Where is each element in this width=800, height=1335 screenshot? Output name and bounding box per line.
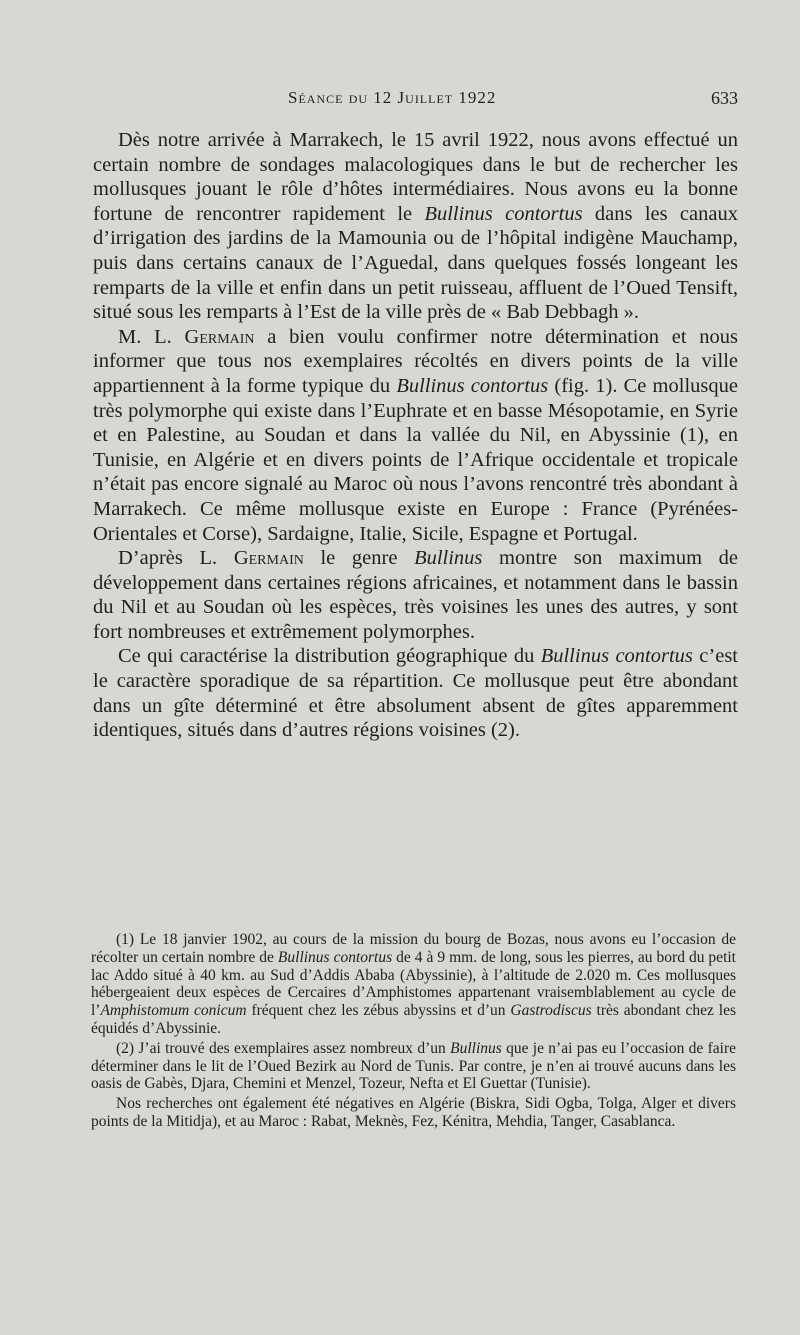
author-name: Germain — [233, 547, 304, 570]
text-run: (1) Le 18 janvier 1902, au cours de la mission du bourg de Bozas, nous avons eu l’occasion de récolter un certain nombre de — [91, 931, 736, 966]
species-name: Bullinus contortus — [540, 645, 693, 668]
text-run: Ce qui caractérise la distribution géographique du — [118, 645, 541, 668]
text-run: que je n’ai pas eu l’occasion de faire déterminer dans le lit de l’Oued Bezirk au Nord de Tunis. Par contre, je n’en ai trouvé aucuns dans les oasis de Gabès, Djara, Chemini et Menzel, Tozeur, Nefta et El Guettar (Tunisie). — [91, 1039, 736, 1093]
text-run: dans les canaux d’irrigation des jardins de la Mamounia ou de l’hôpital indigène Mauchamp, puis dans certains canaux de l’Aguedal, dans quelques fossés longeant les remparts de la ville et enfin dans un petit ruisseau, affluent de l’Oued Tensift, situé sous les remparts à l’Est de la ville près de « Bab Debbagh ». — [93, 202, 738, 324]
paragraph-1 — [93, 128, 738, 325]
genus-name: Gastrodiscus — [510, 1002, 592, 1020]
species-name: Bullinus contortus — [277, 948, 393, 966]
footnote-2-continued: Nos recherches ont également été négatives en Algérie (Biskra, Sidi Ogba, Tolga, Alger et divers points de la Mitidja), et au Maroc : Rabat, Meknès, Fez, Kénitra, Mehdia, Tanger, Casablanca. — [91, 1095, 736, 1130]
text-run: M. L. — [118, 325, 185, 348]
page-number: 633 — [711, 88, 738, 108]
author-name: Germain — [184, 325, 255, 348]
species-name: Bullinus contortus — [424, 202, 583, 225]
text-run: montre son maximum de développement dans certaines régions africaines, et notamment dans le bassin du Nil et au Soudan où les espèces, très voisines les unes des autres, y sont fort nombreuses et extrêmement polymorphes. — [93, 547, 738, 643]
text-run: Dès notre arrivée à Marrakech, le 15 avril 1922, nous avons effectué un certain nombre de sondages malacologiques dans le but de rechercher les mollusques jouant le rôle d’hôtes intermédiaires. Nous avons eu la bonne fortune de rencontrer rapidement le — [93, 129, 738, 225]
text-run: de 4 à 9 mm. de long, sous les pierres, au bord du petit lac Addo situé à 40 km. au Sud d’Addis Ababa (Abyssinie), à l’altitude de 2.020 m. Ces mollusques hébergeaient deux espèces de Cercaires d’Amphistomes appartenant vraisemblablement au cycle de l’ — [91, 948, 736, 1020]
text-run: le genre — [303, 547, 415, 570]
paragraph-4 — [93, 644, 738, 742]
text-run: (2) J’ai trouvé des exemplaires assez nombreux d’un — [116, 1039, 451, 1057]
species-name: Bullinus contortus — [396, 374, 549, 397]
paragraph-2 — [93, 325, 738, 546]
footnotes — [91, 931, 736, 1131]
running-title: Séance du 12 Juillet 1922 — [288, 88, 497, 107]
footnote-2 — [91, 1040, 736, 1093]
genus-name: Bullinus — [414, 547, 483, 570]
text-run: très abondant chez les équidés d’Abyssinie. — [91, 1002, 737, 1037]
footnote-1 — [91, 931, 736, 1038]
text-run: (fig. 1). Ce mollusque très polymorphe qui existe dans l’Euphrate et en basse Mésopotamie, en Syrie et en Palestine, au Soudan et dans la vallée du Nil, en Abyssinie (1), en Tunisie, en Algérie et en divers points de l’Afrique occidentale et tropicale n’était pas encore signalé au Maroc où nous l’avons rencontré très abondant à Marrakech. Ce même mollusque existe en Europe : France (Pyrénées-Orientales et Corse), Sardaigne, Italie, Sicile, Espagne et Portugal. — [93, 374, 738, 545]
genus-name: Bullinus — [450, 1039, 502, 1057]
page-header — [93, 88, 738, 114]
text-run: D’après L. — [118, 547, 234, 570]
text-run: c’est le caractère sporadique de sa répartition. Ce mollusque peut être abondant dans un gîte déterminé et être absolument absent de gîtes apparemment identiques, situés dans d’autres régions voisines (2). — [93, 645, 738, 742]
text-run: fréquent chez les zébus abyssins et d’un — [246, 1002, 511, 1020]
paragraph-3 — [93, 546, 738, 644]
species-name: Amphistomum conicum — [100, 1002, 247, 1020]
text-run: a bien voulu confirmer notre détermination et nous informer que tous nos exemplaires récoltés en divers points de la ville appartiennent à la forme typique du — [93, 325, 738, 397]
main-text — [93, 128, 738, 743]
